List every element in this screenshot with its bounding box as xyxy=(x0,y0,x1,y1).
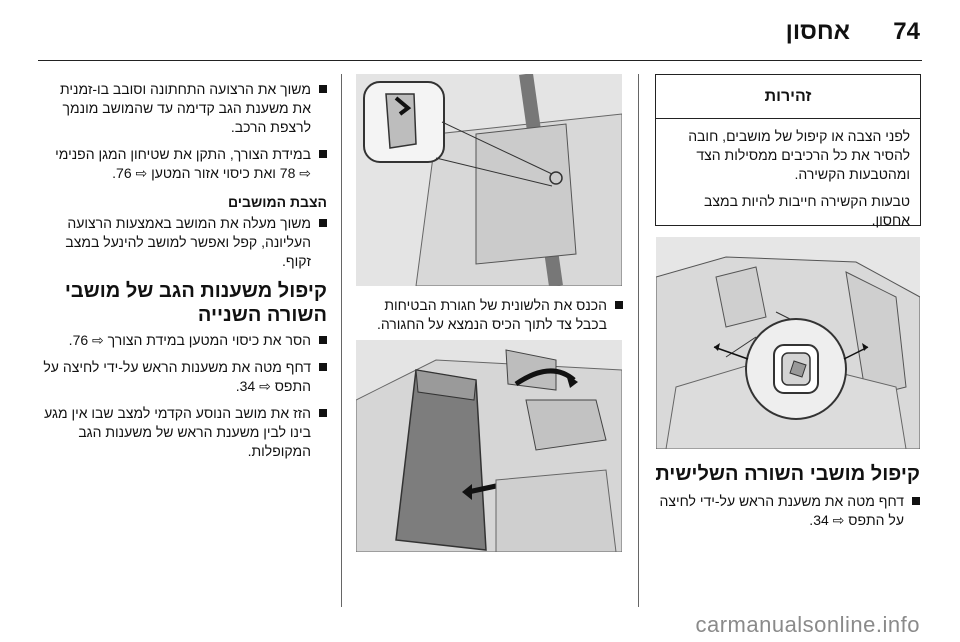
bullet-square-icon xyxy=(319,409,327,417)
page-header xyxy=(0,0,960,62)
section-heading: קיפול מושבי השורה השלישית xyxy=(655,463,920,485)
warning-body xyxy=(656,119,920,230)
bullet-square-icon xyxy=(615,301,623,309)
instruction-text: במידת הצורך, התקן את שטיחון המגן הפנימי ⇨ 78 ואת כיסוי אזור המטען ⇨ 76. xyxy=(55,146,311,181)
page-title: אחסון xyxy=(785,18,850,45)
bullet-square-icon xyxy=(319,150,327,158)
instruction-text: הזז את מושב הנוסע הקדמי למצב שבו אין מגע בינו לבין משענת הראש של משענות הגב המקופלות. xyxy=(44,405,311,459)
bullet-square-icon xyxy=(319,363,327,371)
warning-paragraph: טבעות הקשירה חייבות להיות במצב אחסון. xyxy=(703,193,910,228)
column-divider xyxy=(341,74,342,607)
folding-seatback-drawing xyxy=(356,340,622,552)
subsection-heading: הצבת המושבים xyxy=(228,194,327,210)
bullet-square-icon xyxy=(912,497,920,505)
section-heading: קיפול משענות הגב של מושבי השורה השנייה xyxy=(64,280,327,326)
cargo-area-drawing xyxy=(656,237,920,449)
column-divider xyxy=(638,74,639,607)
seat-folding-illustration xyxy=(356,340,622,552)
header-rule xyxy=(38,60,922,61)
bullet-square-icon xyxy=(319,336,327,344)
right-column-text xyxy=(655,462,920,538)
instruction-item xyxy=(40,358,327,396)
instruction-text: הכנס את הלשונית של חגורת הבטיחות בכבל צד לתוך הכיס הנמצא על החגורה. xyxy=(376,297,607,332)
instruction-item xyxy=(40,214,327,271)
seatbelt-pocket-illustration xyxy=(356,74,622,286)
instruction-item xyxy=(40,404,327,461)
page-number: 74 xyxy=(893,18,920,45)
instruction-item xyxy=(355,296,623,334)
middle-column-text xyxy=(355,296,623,342)
instruction-text: משוך מעלה את המושב באמצעות הרצועה העליונה, קפל ואפשר למושב להינעל במצב זקוף. xyxy=(65,215,311,269)
instruction-text: משוך את הרצועה התחתונה וסובב בו-זמנית את משענת הגב קדימה עד שהמושב מונמך לרצפת הרכב. xyxy=(60,81,311,135)
instruction-text: דחף מטה את משענת הראש על-ידי לחיצה על התפס ⇨ 34. xyxy=(659,493,904,528)
instruction-item xyxy=(40,331,327,350)
instruction-text: דחף מטה את משענות הראש על-ידי לחיצה על התפס ⇨ 34. xyxy=(43,359,311,394)
instruction-text: הסר את כיסוי המטען במידת הצורך ⇨ 76. xyxy=(68,332,311,348)
instruction-item xyxy=(40,80,327,137)
seatbelt-drawing xyxy=(356,74,622,286)
left-column-text xyxy=(40,80,327,469)
bullet-square-icon xyxy=(319,219,327,227)
warning-title: זהירות xyxy=(656,75,920,119)
instruction-item xyxy=(40,145,327,183)
instruction-item xyxy=(655,492,920,530)
third-row-seat-illustration xyxy=(656,237,920,449)
site-watermark: carmanualsonline.info xyxy=(695,612,920,637)
warning-box xyxy=(655,74,921,226)
warning-paragraph: לפני הצבה או קיפול של מושבים, חובה להסיר את כל הרכיבים ממסילות הצד ומהטבעות הקשירה. xyxy=(688,128,910,182)
bullet-square-icon xyxy=(319,85,327,93)
